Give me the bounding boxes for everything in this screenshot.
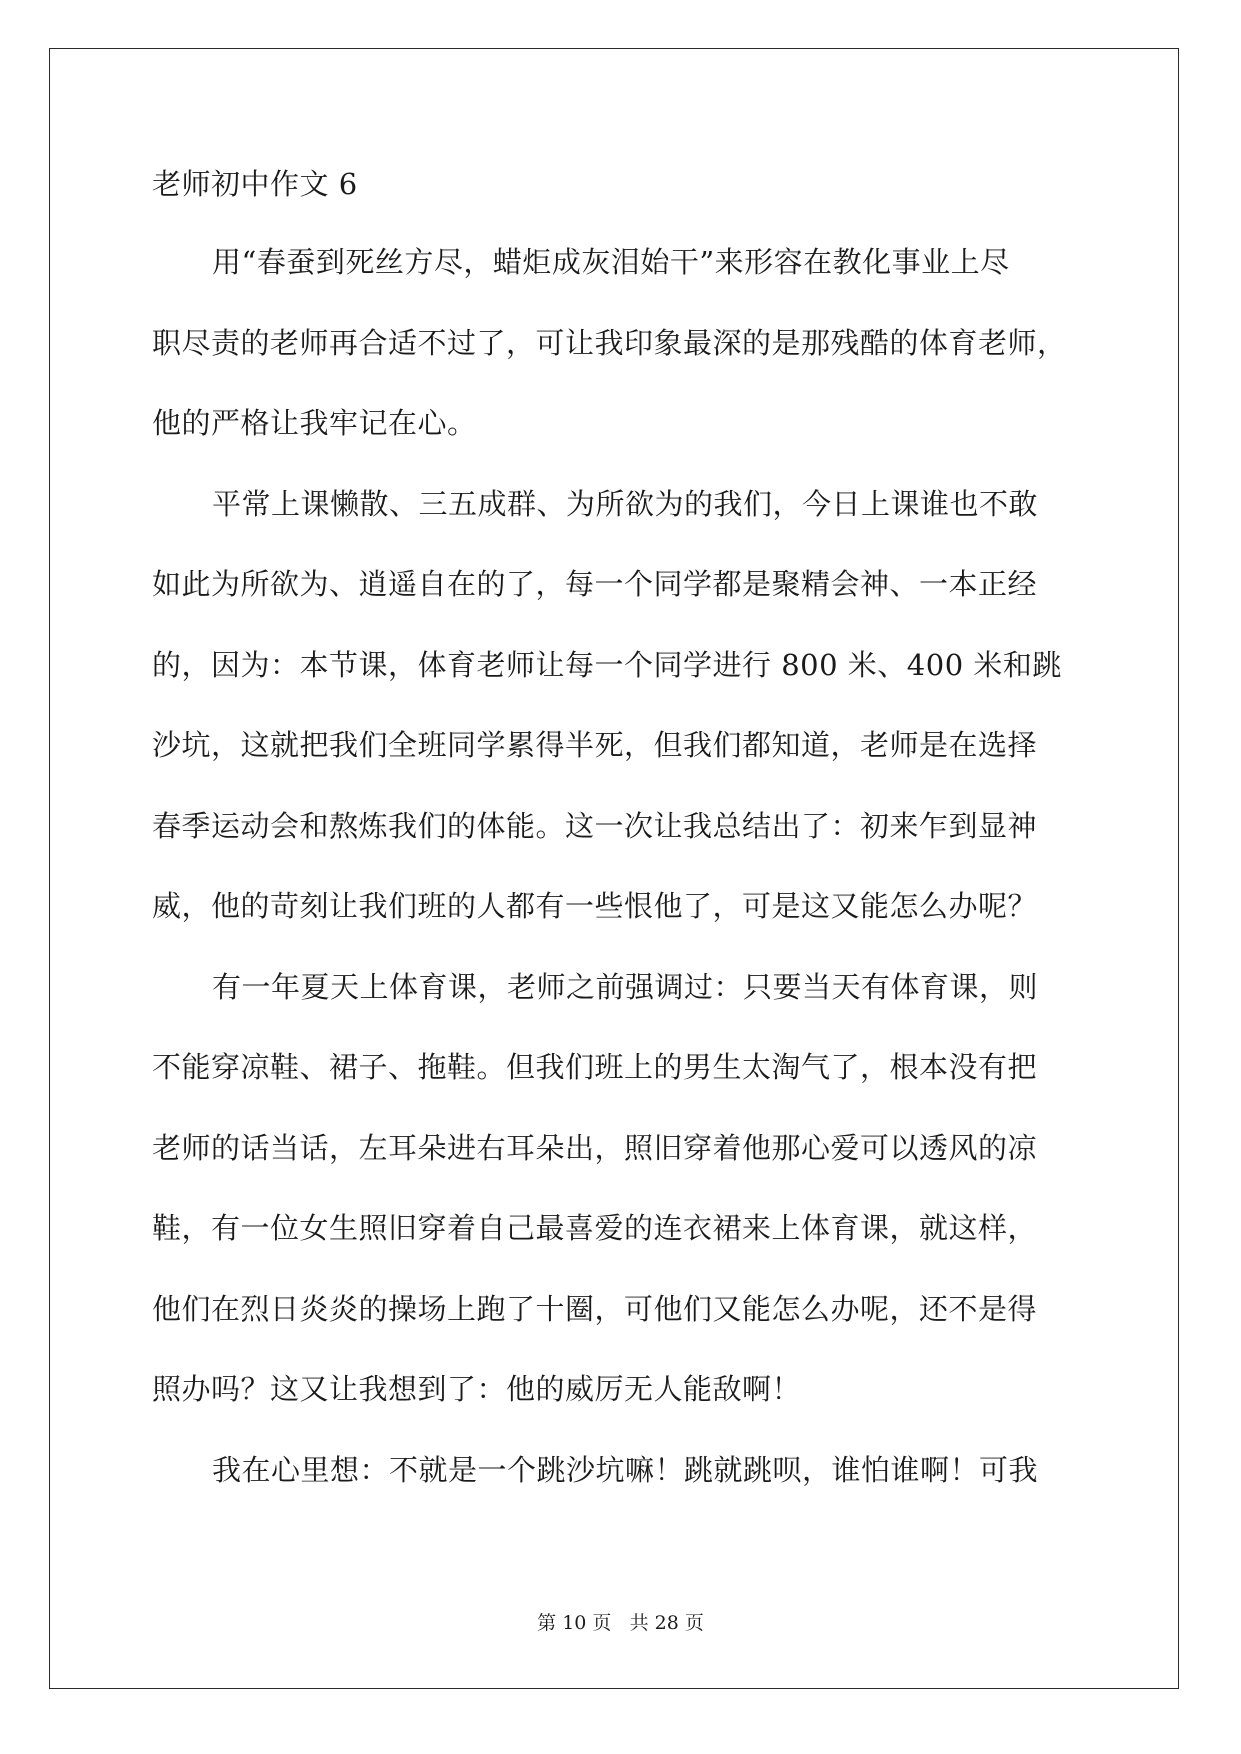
text-line: 如此为所欲为、逍遥自在的了，每一个同学都是聚精会神、一本正经 — [152, 567, 1038, 601]
text-line: 我在心里想：不就是一个跳沙坑嘛！跳就跳呗，谁怕谁啊！可我 — [212, 1452, 1039, 1487]
page-total: 共 28 页 — [629, 1612, 704, 1634]
text-line: 威，他的苛刻让我们班的人都有一些恨他了，可是这又能怎么办呢？ — [152, 889, 1038, 923]
page-footer — [0, 1611, 1241, 1635]
page-number: 第 10 页 — [537, 1612, 612, 1634]
text-line: 用“春蚕到死丝方尽，蜡炬成灰泪始干”来形容在教化事业上尽 — [212, 245, 1010, 279]
text-line: 不能穿凉鞋、裙子、拖鞋。但我们班上的男生太淘气了，根本没有把 — [152, 1050, 1038, 1084]
text-line: 职尽责的老师再合适不过了，可让我印象最深的是那残酷的体育老师， — [152, 325, 1067, 360]
text-line: 照办吗？这又让我想到了：他的威厉无人能敌啊！ — [152, 1372, 802, 1406]
text-line: 沙坑，这就把我们全班同学累得半死，但我们都知道，老师是在选择 — [152, 728, 1038, 762]
text-line: 的，因为：本节课，体育老师让每一个同学进行 800 米、400 米和跳 — [152, 647, 1062, 682]
text-line: 春季运动会和熬炼我们的体能。这一次让我总结出了：初来乍到显神 — [152, 808, 1038, 843]
text-line: 有一年夏天上体育课，老师之前强调过：只要当天有体育课，则 — [212, 969, 1039, 1004]
document-title: 老师初中作文 6 — [152, 167, 358, 201]
text-line: 他的严格让我牢记在心。 — [152, 406, 477, 440]
text-line: 平常上课懒散、三五成群、为所欲为的我们，今日上课谁也不敢 — [212, 486, 1039, 521]
paragraph-lines — [152, 244, 1082, 1488]
text-line: 他们在烈日炎炎的操场上跑了十圈，可他们又能怎么办呢，还不是得 — [152, 1291, 1038, 1326]
document-body — [152, 166, 1082, 1532]
text-line: 老师的话当话，左耳朵进右耳朵出，照旧穿着他那心爱可以透风的凉 — [152, 1130, 1038, 1165]
text-line: 鞋，有一位女生照旧穿着自己最喜爱的连衣裙来上体育课，就这样， — [152, 1211, 1038, 1245]
